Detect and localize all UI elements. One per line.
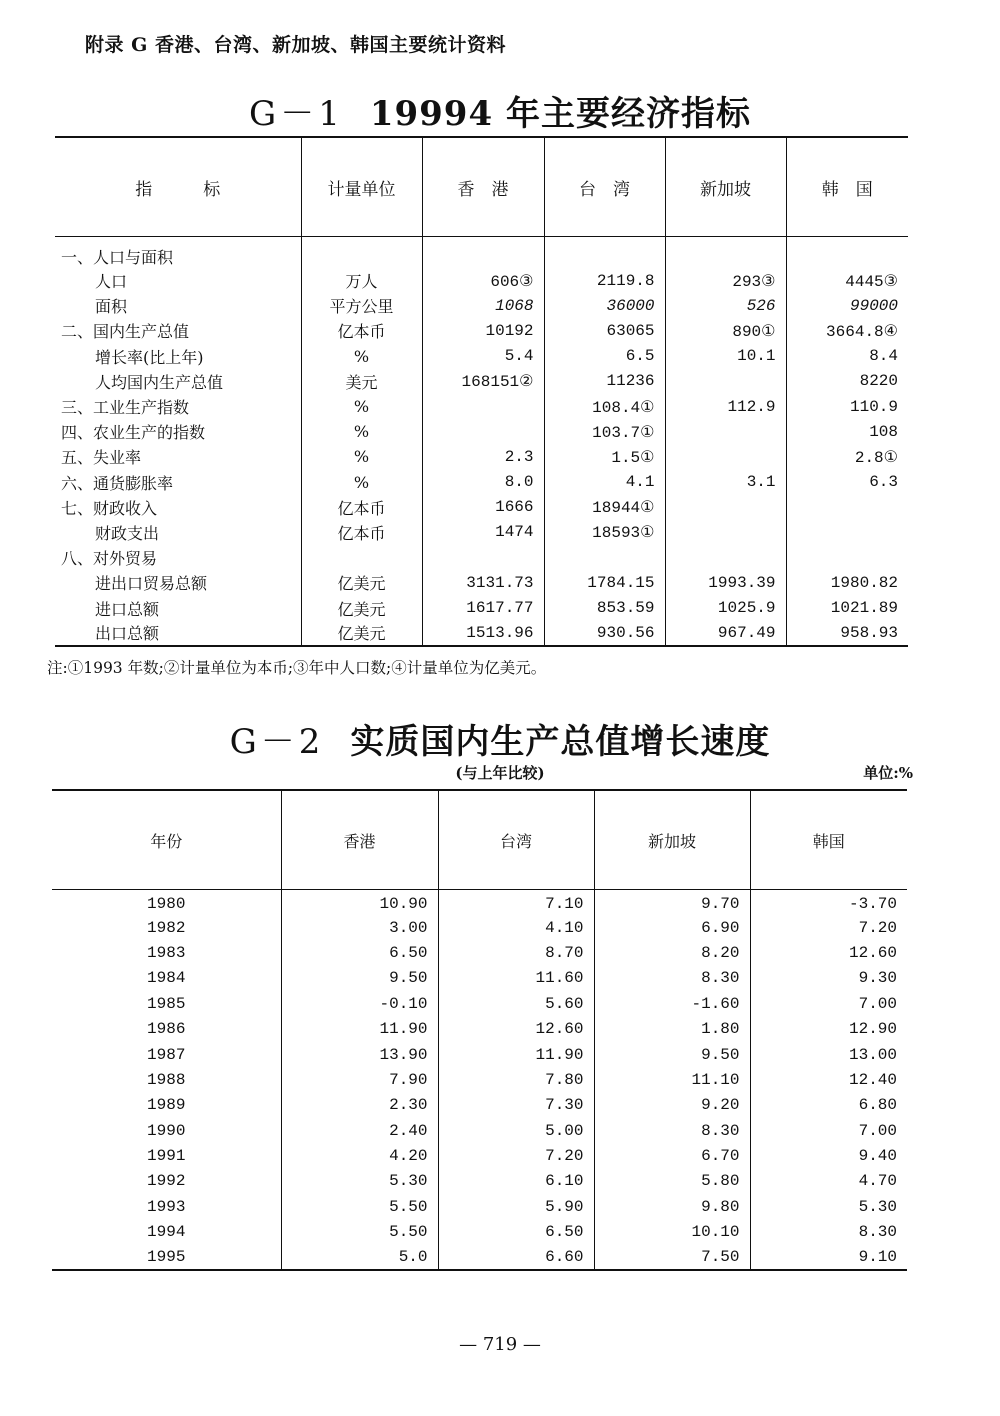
row-label: 人均国内生产总值 [95,372,224,392]
year-cell: 1993 [147,1197,186,1216]
singapore-cell: 1.80 [594,1016,750,1041]
table-row [52,1245,907,1270]
table2-header-korea: 韩国 [750,790,907,890]
table-row [55,444,908,469]
singapore-cell: 293③ [665,268,786,293]
hongkong-cell: 5.4 [422,344,544,369]
korea-cell: 4445③ [786,268,908,293]
korea-cell: 1021.89 [786,595,908,620]
singapore-cell [665,369,786,394]
table-row [52,940,907,965]
unit-cell: % [301,394,422,419]
row-label: 五、失业率 [61,448,142,468]
hongkong-cell: 2.40 [281,1118,438,1143]
korea-cell: 99000 [786,293,908,318]
korea-cell: 8220 [786,369,908,394]
table2-subtitle: (与上年比较) [455,764,545,782]
table-row [52,1016,907,1041]
table-row [52,1194,907,1219]
korea-cell: 7.00 [750,991,907,1016]
taiwan-cell: 6.50 [438,1220,594,1245]
table2-title-text: 实质国内生产总值增长速度 [350,722,771,762]
table-row [52,915,907,940]
korea-cell [786,237,908,269]
table2-header-year: 年份 [52,790,281,890]
singapore-cell [665,237,786,269]
table1-title-text: 19994 年主要经济指标 [369,94,751,134]
table-row [55,419,908,444]
taiwan-cell: 18944① [544,495,665,520]
taiwan-cell: 5.90 [438,1194,594,1219]
taiwan-cell: 11236 [544,369,665,394]
taiwan-cell: 7.30 [438,1093,594,1118]
korea-cell: -3.70 [750,890,907,915]
table-row [55,470,908,495]
row-label: 出口总额 [55,621,301,646]
table2-unit-label: 单位:% [863,764,913,782]
table2-title [0,714,1000,763]
row-label: 人口 [95,272,128,292]
hongkong-cell: 5.0 [281,1245,438,1270]
hongkong-cell: 1666 [422,495,544,520]
year-cell: 1982 [147,918,186,937]
year-cell: 1989 [147,1096,186,1115]
singapore-cell [665,444,786,469]
hongkong-cell: 5.30 [281,1169,438,1194]
hongkong-cell: 4.20 [281,1143,438,1168]
table1-note: 注:①1993 年数;②计量单位为本币;③年中人口数;④计量单位为亿美元。 [47,659,547,677]
singapore-cell: 6.90 [594,915,750,940]
hongkong-cell: 7.90 [281,1067,438,1092]
table-row [55,495,908,520]
table-row [52,1042,907,1067]
taiwan-cell: 7.20 [438,1143,594,1168]
taiwan-cell: 5.00 [438,1118,594,1143]
table-row [55,369,908,394]
singapore-cell: 11.10 [594,1067,750,1092]
taiwan-cell [544,545,665,570]
singapore-cell [665,419,786,444]
year-cell: 1984 [147,969,186,988]
taiwan-cell: 36000 [544,293,665,318]
table-row [52,1220,907,1245]
taiwan-cell: 930.56 [544,621,665,646]
year-cell: 1987 [147,1045,186,1064]
taiwan-cell: 8.70 [438,940,594,965]
table2-header-row [52,790,907,890]
korea-cell: 6.3 [786,470,908,495]
singapore-cell: 8.30 [594,966,750,991]
singapore-cell: 526 [665,293,786,318]
year-cell: 1990 [147,1121,186,1140]
hongkong-cell: 2.3 [422,444,544,469]
year-cell: 1985 [147,994,186,1013]
singapore-cell: 8.20 [594,940,750,965]
singapore-cell: 3.1 [665,470,786,495]
korea-cell: 8.4 [786,344,908,369]
year-cell: 1991 [147,1147,186,1166]
hongkong-cell: 5.50 [281,1194,438,1219]
year-cell: 1983 [147,943,186,962]
table1-code: G－1 [249,94,344,134]
taiwan-cell: 7.80 [438,1067,594,1092]
table1-header-korea: 韩 国 [786,137,908,237]
korea-cell [786,545,908,570]
hongkong-cell: 6.50 [281,940,438,965]
row-label: 七、财政收入 [61,498,158,518]
hongkong-cell: 3131.73 [422,570,544,595]
taiwan-cell: 6.10 [438,1169,594,1194]
taiwan-cell: 11.60 [438,966,594,991]
row-label: 进口总额 [95,599,160,619]
hongkong-cell: 10.90 [281,890,438,915]
table1-header-row [55,137,908,237]
hongkong-cell: 3.00 [281,915,438,940]
hongkong-cell: 9.50 [281,966,438,991]
table-row [52,991,907,1016]
taiwan-cell: 2119.8 [544,268,665,293]
singapore-cell [665,520,786,545]
korea-cell: 108 [786,419,908,444]
hongkong-cell [422,545,544,570]
year-cell: 1994 [147,1223,186,1242]
table1-header-singapore: 新加坡 [665,137,786,237]
table2-header-hongkong: 香港 [281,790,438,890]
table1-header-taiwan: 台 湾 [544,137,665,237]
unit-cell: 亿本币 [301,495,422,520]
unit-cell: 平方公里 [301,293,422,318]
table1-header-indicator: 指 标 [55,137,301,237]
row-label: 一、人口与面积 [61,248,174,267]
singapore-cell: 10.10 [594,1220,750,1245]
table-row [55,520,908,545]
table-row [55,394,908,419]
unit-cell: 亿美元 [301,621,422,646]
table-row [52,1118,907,1143]
row-label: 六、通货膨胀率 [61,473,174,493]
table-row [52,1067,907,1092]
taiwan-cell: 18593① [544,520,665,545]
korea-cell: 4.70 [750,1169,907,1194]
hongkong-cell [422,419,544,444]
unit-cell: 亿美元 [301,570,422,595]
korea-cell: 9.10 [750,1245,907,1270]
taiwan-cell [544,237,665,269]
year-cell: 1988 [147,1070,186,1089]
table-row [55,344,908,369]
korea-cell: 3664.8④ [786,318,908,343]
table2-header-taiwan: 台湾 [438,790,594,890]
taiwan-cell: 4.10 [438,915,594,940]
singapore-cell [665,495,786,520]
unit-cell [301,545,422,570]
hongkong-cell: 1513.96 [422,621,544,646]
korea-cell: 12.40 [750,1067,907,1092]
unit-cell [301,237,422,269]
row-label: 三、工业生产指数 [61,398,190,418]
table-row [55,570,908,595]
year-cell: 1995 [52,1245,281,1270]
taiwan-cell: 6.5 [544,344,665,369]
table1-header-hongkong: 香 港 [422,137,544,237]
taiwan-cell: 1.5① [544,444,665,469]
table1-title [0,86,1000,135]
hongkong-cell: 8.0 [422,470,544,495]
hongkong-cell: 1474 [422,520,544,545]
singapore-cell: 9.50 [594,1042,750,1067]
taiwan-cell: 63065 [544,318,665,343]
page-number: — 719 — [459,1334,541,1355]
singapore-cell: 1993.39 [665,570,786,595]
taiwan-cell: 6.60 [438,1245,594,1270]
hongkong-cell: 1617.77 [422,595,544,620]
korea-cell: 2.8① [786,444,908,469]
korea-cell: 6.80 [750,1093,907,1118]
year-cell: 1986 [147,1020,186,1039]
row-label: 二、国内生产总值 [61,322,190,342]
unit-cell: % [301,419,422,444]
table-row [55,621,908,646]
singapore-cell: 1025.9 [665,595,786,620]
row-label: 财政支出 [95,523,160,543]
singapore-cell: 5.80 [594,1169,750,1194]
taiwan-cell: 11.90 [438,1042,594,1067]
taiwan-cell: 1784.15 [544,570,665,595]
korea-cell: 958.93 [786,621,908,646]
running-head: 附录 G 香港、台湾、新加坡、韩国主要统计资料 [85,34,506,56]
korea-cell: 1980.82 [786,570,908,595]
hongkong-cell: 2.30 [281,1093,438,1118]
year-cell: 1980 [147,895,186,914]
singapore-cell: 9.80 [594,1194,750,1219]
row-label: 八、对外贸易 [61,549,158,569]
korea-cell [786,495,908,520]
unit-cell: 万人 [301,268,422,293]
korea-cell: 110.9 [786,394,908,419]
korea-cell: 8.30 [750,1220,907,1245]
table-row [52,1093,907,1118]
singapore-cell: -1.60 [594,991,750,1016]
hongkong-cell [422,237,544,269]
hongkong-cell: 10192 [422,318,544,343]
table-row [52,890,907,915]
hongkong-cell: 13.90 [281,1042,438,1067]
singapore-cell: 9.70 [594,890,750,915]
taiwan-cell: 12.60 [438,1016,594,1041]
table2-header-singapore: 新加坡 [594,790,750,890]
singapore-cell: 890① [665,318,786,343]
hongkong-cell: 1068 [422,293,544,318]
singapore-cell: 6.70 [594,1143,750,1168]
korea-cell: 13.00 [750,1042,907,1067]
singapore-cell: 8.30 [594,1118,750,1143]
unit-cell: % [301,444,422,469]
table2-code: G－2 [229,722,325,762]
taiwan-cell: 7.10 [438,890,594,915]
singapore-cell: 112.9 [665,394,786,419]
table-row [55,293,908,318]
table-row [55,595,908,620]
year-cell: 1992 [147,1172,186,1191]
korea-cell: 9.40 [750,1143,907,1168]
singapore-cell: 10.1 [665,344,786,369]
korea-cell: 12.60 [750,940,907,965]
table1-header-unit: 计量单位 [301,137,422,237]
unit-cell: 亿本币 [301,520,422,545]
hongkong-cell: 606③ [422,268,544,293]
taiwan-cell: 108.4① [544,394,665,419]
unit-cell: % [301,470,422,495]
singapore-cell: 967.49 [665,621,786,646]
singapore-cell: 7.50 [594,1245,750,1270]
table-row [55,545,908,570]
hongkong-cell [422,394,544,419]
taiwan-cell: 103.7① [544,419,665,444]
unit-cell: % [301,344,422,369]
table-row [55,268,908,293]
hongkong-cell: -0.10 [281,991,438,1016]
unit-cell: 亿美元 [301,595,422,620]
unit-cell: 美元 [301,369,422,394]
row-label: 进出口贸易总额 [95,574,208,594]
taiwan-cell: 4.1 [544,470,665,495]
taiwan-cell: 853.59 [544,595,665,620]
singapore-cell: 9.20 [594,1093,750,1118]
table-row [52,1169,907,1194]
taiwan-cell: 5.60 [438,991,594,1016]
korea-cell: 12.90 [750,1016,907,1041]
row-label: 面积 [95,297,128,317]
hongkong-cell: 168151② [422,369,544,394]
row-label: 增长率(比上年) [95,347,204,367]
korea-cell: 7.00 [750,1118,907,1143]
table-row [55,318,908,343]
hongkong-cell: 11.90 [281,1016,438,1041]
table-row [52,966,907,991]
korea-cell [786,520,908,545]
table-row [55,237,908,269]
table1 [55,136,908,647]
unit-cell: 亿本币 [301,318,422,343]
table-row [52,1143,907,1168]
table2 [52,789,907,1271]
singapore-cell [665,545,786,570]
hongkong-cell: 5.50 [281,1220,438,1245]
korea-cell: 7.20 [750,915,907,940]
row-label: 四、农业生产的指数 [61,423,206,443]
korea-cell: 5.30 [750,1194,907,1219]
korea-cell: 9.30 [750,966,907,991]
